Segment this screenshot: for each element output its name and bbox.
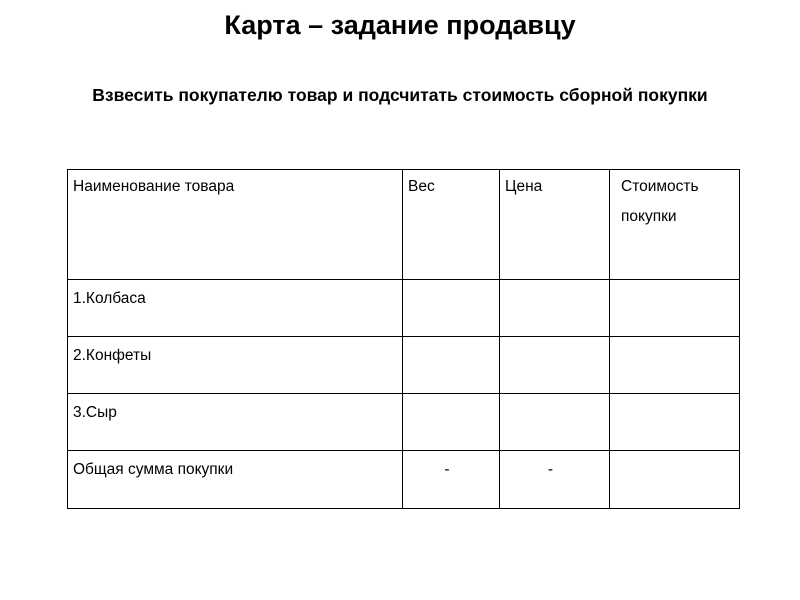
cell-weight[interactable] — [403, 394, 500, 451]
page-title: Карта – задание продавцу — [224, 10, 576, 40]
cell-total-weight — [403, 451, 500, 509]
total-row — [68, 451, 740, 509]
table-row — [68, 394, 740, 451]
cell-cost[interactable] — [610, 394, 740, 451]
column-header-cost — [610, 170, 740, 280]
column-header-weight: Вес — [403, 170, 500, 280]
column-header-name: Наименование товара — [68, 170, 403, 280]
purchase-table — [67, 169, 740, 509]
cell-total-label: Общая сумма покупки — [68, 451, 403, 509]
cell-cost[interactable] — [610, 337, 740, 394]
cell-price[interactable] — [500, 280, 610, 337]
cell-total-price — [500, 451, 610, 509]
cell-price[interactable] — [500, 394, 610, 451]
cell-product-name: 3.Сыр — [68, 394, 403, 451]
cell-cost[interactable] — [610, 280, 740, 337]
total-price-dash: - — [547, 461, 554, 478]
cell-total-cost[interactable] — [610, 451, 740, 509]
cell-price[interactable] — [500, 337, 610, 394]
column-header-cost-label: Стоимость покупки — [621, 178, 699, 225]
task-description: Взвесить покупателю товар и подсчитать стоимость сборной покупки — [92, 85, 708, 105]
column-header-price: Цена — [500, 170, 610, 280]
cell-product-name: 2.Конфеты — [68, 337, 403, 394]
total-weight-dash: - — [444, 461, 450, 478]
table-row — [68, 337, 740, 394]
table-header-row — [68, 170, 740, 280]
cell-weight[interactable] — [403, 337, 500, 394]
cell-weight[interactable] — [403, 280, 500, 337]
cell-product-name: 1.Колбаса — [68, 280, 403, 337]
table-row — [68, 280, 740, 337]
